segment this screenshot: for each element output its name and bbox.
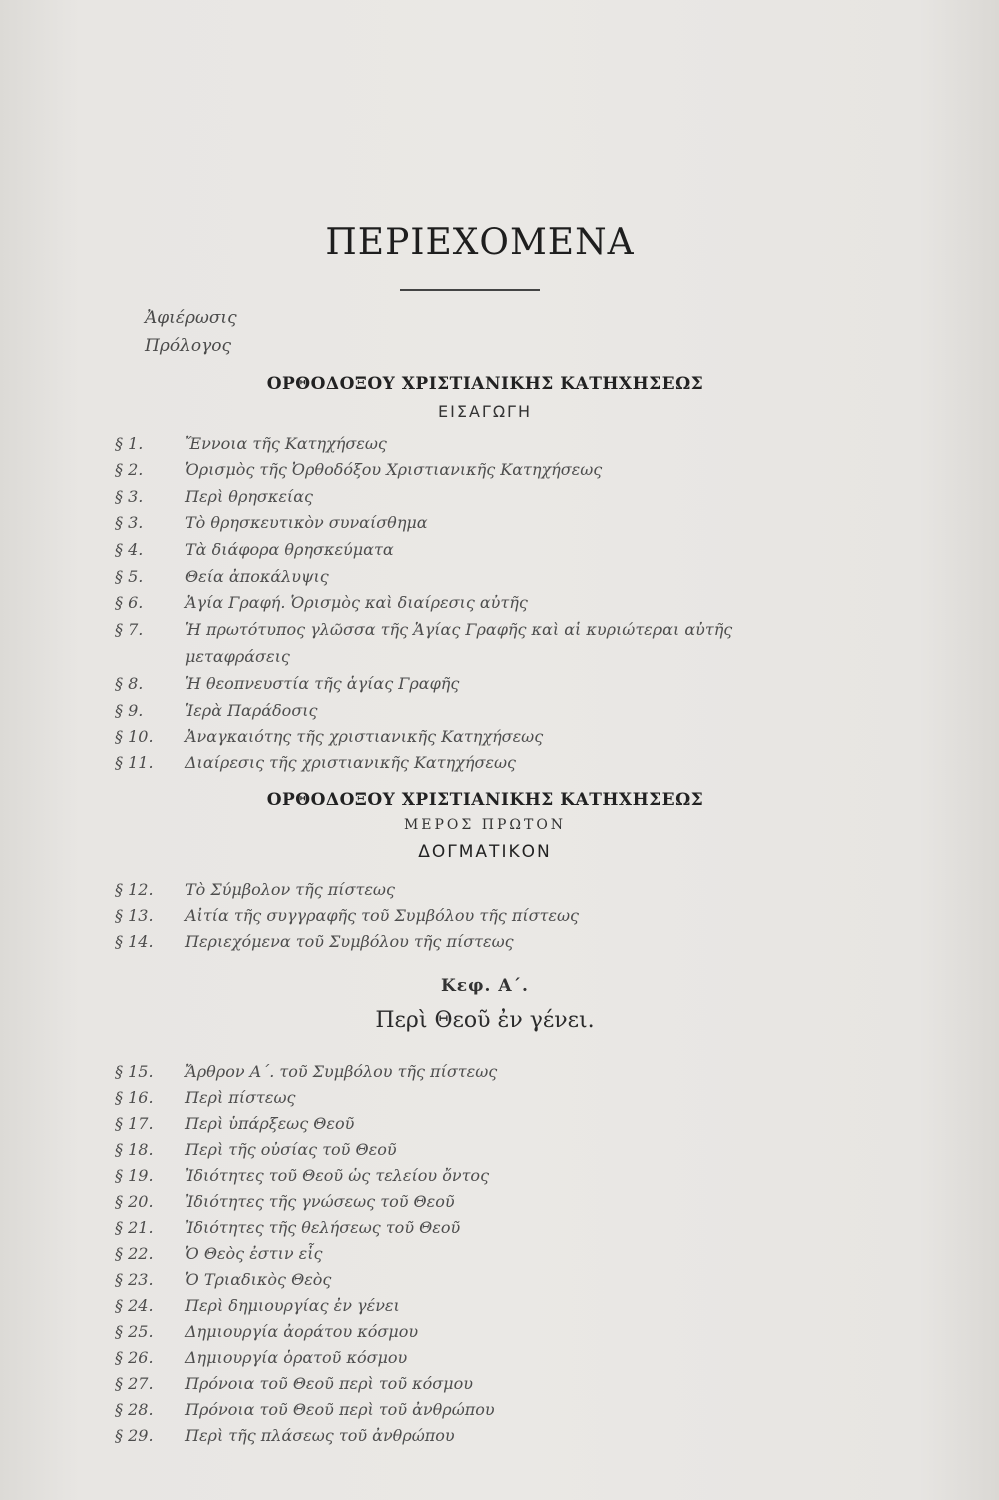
entry-text: Δημιουργία ὁρατοῦ κόσμου — [185, 1348, 408, 1367]
entry-number: § 19. — [115, 1166, 154, 1185]
toc-entry — [115, 727, 543, 746]
entry-number: § 7. — [115, 620, 144, 639]
entry-number: § 4. — [115, 540, 144, 559]
front-matter-dedication: Ἀφιέρωσις — [145, 308, 237, 328]
entry-number: § 6. — [115, 593, 144, 612]
entry-number: § 29. — [115, 1426, 154, 1445]
entry-number: § 21. — [115, 1218, 154, 1237]
toc-entry — [115, 1114, 354, 1133]
entry-number: § 3. — [115, 513, 144, 532]
entry-text: Ἰδιότητες τοῦ Θεοῦ ὡς τελείου ὄντος — [185, 1166, 490, 1185]
toc-entry — [115, 1062, 497, 1081]
toc-entry — [115, 1270, 331, 1289]
entry-number: § 26. — [115, 1348, 154, 1367]
section1-heading: ΟΡΘΟΔΟΞΟΥ ΧΡΙΣΤΙΑΝΙΚΗΣ ΚΑΤΗΧΗΣΕΩΣ — [266, 374, 704, 394]
entry-text: Ὁ Τριαδικὸς Θεὸς — [185, 1270, 332, 1289]
front-matter-prologue: Πρόλογος — [145, 336, 231, 356]
entry-number: § 9. — [115, 701, 144, 720]
entry-text: Τὸ Σύμβολον τῆς πίστεως — [185, 880, 395, 899]
toc-entry — [115, 906, 579, 925]
entry-text: Περὶ θρησκείας — [185, 487, 313, 506]
entry-number: § 11. — [115, 753, 154, 772]
entry-text: Τὰ διάφορα θρησκεύματα — [185, 540, 394, 559]
section2-subheading: ΔΟΓΜΑΤΙΚΟΝ — [418, 842, 552, 862]
toc-entry — [115, 753, 516, 772]
toc-entry-continuation: μεταφράσεις — [185, 647, 290, 666]
toc-entry — [115, 1322, 418, 1341]
entry-number: § 22. — [115, 1244, 154, 1263]
toc-entry — [115, 1166, 489, 1185]
entry-number: § 20. — [115, 1192, 154, 1211]
entry-text: Περιεχόμενα τοῦ Συμβόλου τῆς πίστεως — [185, 932, 514, 951]
entry-number: § 1. — [115, 434, 144, 453]
entry-number: § 27. — [115, 1374, 154, 1393]
entry-text: Περὶ ὑπάρξεως Θεοῦ — [185, 1114, 355, 1133]
toc-entry — [115, 540, 394, 559]
entry-text: Ἱερὰ Παράδοσις — [185, 701, 318, 720]
entry-text: Περὶ πίστεως — [185, 1088, 296, 1107]
entry-text: Θεία ἀποκάλυψις — [185, 567, 329, 586]
entry-number: § 5. — [115, 567, 144, 586]
toc-entry — [115, 1218, 460, 1237]
entry-text: Ἁγία Γραφή. Ὁρισμὸς καὶ διαίρεσις αὐτῆς — [185, 593, 528, 612]
entry-text: Ἀναγκαιότης τῆς χριστιανικῆς Κατηχήσεως — [185, 727, 544, 746]
toc-entry — [115, 701, 317, 720]
title-rule — [400, 289, 540, 291]
toc-entry — [115, 880, 395, 899]
toc-entry — [115, 434, 387, 453]
entry-number: § 15. — [115, 1062, 154, 1081]
entry-text: Ὁ Θεὸς ἐστιν εἷς — [185, 1244, 323, 1263]
entry-number: § 14. — [115, 932, 154, 951]
section2-heading: ΟΡΘΟΔΟΞΟΥ ΧΡΙΣΤΙΑΝΙΚΗΣ ΚΑΤΗΧΗΣΕΩΣ — [266, 790, 704, 810]
section2-part: ΜΕΡΟΣ ΠΡΩΤΟΝ — [403, 817, 567, 833]
toc-entry — [115, 1244, 322, 1263]
entry-text: Τὸ θρησκευτικὸν συναίσθημα — [185, 513, 428, 532]
toc-entry — [115, 1140, 397, 1159]
entry-text: Περὶ τῆς πλάσεως τοῦ ἀνθρώπου — [185, 1426, 455, 1445]
entry-number: § 12. — [115, 880, 154, 899]
entry-number: § 17. — [115, 1114, 154, 1133]
toc-entry — [115, 620, 732, 639]
chapter-title: Περὶ Θεοῦ ἐν γένει. — [375, 1008, 595, 1033]
entry-text: Περὶ τῆς οὐσίας τοῦ Θεοῦ — [185, 1140, 397, 1159]
entry-text: Ἰδιότητες τῆς θελήσεως τοῦ Θεοῦ — [185, 1218, 461, 1237]
entry-text: Πρόνοια τοῦ Θεοῦ περὶ τοῦ ἀνθρώπου — [185, 1400, 495, 1419]
entry-text: Ἰδιότητες τῆς γνώσεως τοῦ Θεοῦ — [185, 1192, 455, 1211]
page-title: ΠΕΡΙΕΧΟΜΕΝΑ — [325, 222, 635, 263]
entry-number: § 8. — [115, 674, 144, 693]
entry-text: Δημιουργία ἀοράτου κόσμου — [185, 1322, 419, 1341]
entry-text: Ὁρισμὸς τῆς Ὀρθοδόξου Χριστιανικῆς Κατηχήσεως — [185, 460, 603, 479]
toc-entry — [115, 1374, 473, 1393]
entry-text: Ἡ θεοπνευστία τῆς ἁγίας Γραφῆς — [185, 674, 460, 693]
entry-number: § 3. — [115, 487, 144, 506]
toc-entry — [115, 1348, 407, 1367]
toc-entry — [115, 1426, 455, 1445]
toc-entry — [115, 1088, 295, 1107]
entry-text: Διαίρεσις τῆς χριστιανικῆς Κατηχήσεως — [185, 753, 516, 772]
entry-text: Πρόνοια τοῦ Θεοῦ περὶ τοῦ κόσμου — [185, 1374, 473, 1393]
entry-number: § 25. — [115, 1322, 154, 1341]
toc-entry — [115, 932, 514, 951]
toc-entry — [115, 1296, 400, 1315]
toc-entry — [115, 513, 428, 532]
chapter-label: Κεφ. Α΄. — [441, 976, 529, 996]
toc-entry — [115, 593, 528, 612]
entry-number: § 23. — [115, 1270, 154, 1289]
toc-entry — [115, 567, 329, 586]
entry-number: § 28. — [115, 1400, 154, 1419]
toc-entry — [115, 460, 602, 479]
entry-number: § 13. — [115, 906, 154, 925]
entry-text: Ἄρθρον Α΄. τοῦ Συμβόλου τῆς πίστεως — [185, 1062, 498, 1081]
toc-entry — [115, 1400, 495, 1419]
entry-text: Περὶ δημιουργίας ἐν γένει — [185, 1296, 400, 1315]
entry-number: § 24. — [115, 1296, 154, 1315]
entry-number: § 2. — [115, 460, 144, 479]
entry-number: § 16. — [115, 1088, 154, 1107]
section1-subheading: ΕΙΣΑΓΩΓΗ — [438, 402, 532, 421]
entry-text: Ἡ πρωτότυπος γλῶσσα τῆς Ἁγίας Γραφῆς καὶ αἱ κυριώτεραι αὐτῆς — [185, 620, 733, 639]
toc-entry — [115, 487, 313, 506]
entry-number: § 18. — [115, 1140, 154, 1159]
entry-number: § 10. — [115, 727, 154, 746]
toc-entry — [115, 674, 459, 693]
toc-entry — [115, 1192, 455, 1211]
entry-text: Ἔννοια τῆς Κατηχήσεως — [185, 434, 387, 453]
entry-text: Αἰτία τῆς συγγραφῆς τοῦ Συμβόλου τῆς πίστεως — [185, 906, 579, 925]
